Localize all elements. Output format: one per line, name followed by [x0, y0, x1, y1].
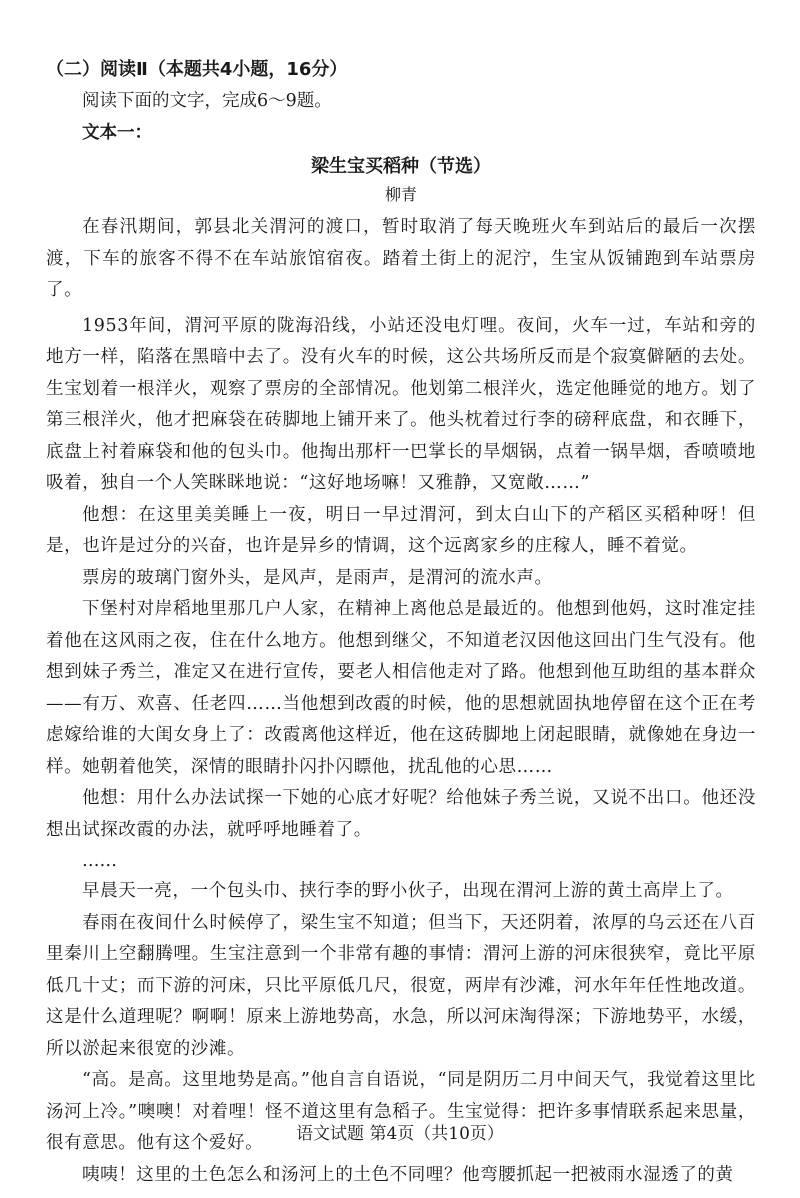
article-paragraph: 春雨在夜间什么时候停了，梁生宝不知道；但当下，天还阴着，浓厚的乌云还在八百里秦川上空翻腾哩。生宝注意到一个非常有趣的事情：渭河上游的河床很狭窄，竟比平原低几十丈；而下游的河床，只比平原低几尺，很宽，两岸有沙滩，河水年年任性地改道。这是什么道理呢？啊啊！原来上游地势高，水急，所以河床淘得深；下游地势平，水缓，所以淤起来很宽的沙滩。 — [46, 912, 756, 1059]
article-paragraph: 票房的玻璃门窗外头，是风声，是雨声，是渭河的流水声。 — [82, 567, 553, 588]
article-paragraph: 咦咦！这里的土色怎么和汤河上的土色不同哩？他弯腰抓起一把被雨水湿透了的黄 — [82, 1164, 734, 1185]
article-paragraph: 下堡村对岸稻地里那几户人家，在精神上离他总是最近的。他想到他妈，这时准定挂着他在这风雨之夜，住在什么地方。他想到继父，不知道老汉因他这回出门生气没有。他想到妹子秀兰，准定又在进行宣传，要老人相信他走对了路。他想到他互助组的基本群众——有万、欢喜、任老四……当他想到改霞的时候，他的思想就固执地停留在这个正在考虑嫁给谁的大闺女身上了：改霞离他这样近，他在这砖脚地上闭起眼睛，就像她在身边一样。她朝着他笑，深情的眼睛扑闪扑闪瞟他，扰乱他的心思…… — [46, 599, 756, 777]
text-one-label: 文本一： — [82, 123, 152, 143]
article-paragraph: 他想：用什么办法试探一下她的心底才好呢？给他妹子秀兰说，又说不出口。他还没想出试探改霞的办法，就呼呼地睡着了。 — [46, 788, 756, 840]
article-paragraph: 1953年间，渭河平原的陇海沿线，小站还没电灯哩。夜间，火车一过，车站和旁的地方一样，陷落在黑暗中去了。没有火车的时候，这公共场所反而是个寂寞僻陋的去处。生宝划着一根洋火，观察了票房的全部情况。他划第二根洋火，选定他睡觉的地方。划了第三根洋火，他才把麻袋在砖脚地上铺开来了。他头枕着过行李的磅秤底盘，和衣睡下，底盘上衬着麻袋和他的包头巾。他掏出那杆一巴掌长的旱烟锅，点着一锅旱烟，香喷喷地吸着，独自一个人笑眯眯地说：“这好地场嘛！又雅静，又宽敞……” — [46, 315, 756, 493]
reading-instruction: 阅读下面的文字，完成6～9题。 — [82, 91, 332, 111]
omission-ellipsis: …… — [82, 851, 117, 871]
article-paragraph: 他想：在这里美美睡上一夜，明日一早过渭河，到太白山下的产稻区买稻种呀！但是，也许是过分的兴奋，也许是异乡的情调，这个远离家乡的庄稼人，睡不着觉。 — [46, 504, 756, 556]
page-footer: 语文试题 第4页（共10页） — [296, 1124, 504, 1144]
article-paragraph: “高。是高。这里地势是高。”他自言自语说，“同是阴历二月中间天气，我觉着这里比汤河上冷。”噢噢！对着哩！怪不道这里有急稻子。生宝觉得：把许多事情联系起来思量，很有意思。他有这个爱好。 — [46, 1070, 756, 1153]
article-paragraph: 早晨天一亮，一个包头巾、挟行李的野小伙子，出现在渭河上游的黄土高岸上了。 — [82, 881, 734, 901]
article-title: 梁生宝买稻种（节选） — [311, 156, 491, 177]
article-paragraph: 在春汛期间，郭县北关渭河的渡口，暂时取消了每天晚班火车到站后的最后一次摆渡，下车的旅客不得不在车站旅馆宿夜。踏着土街上的泥泞，生宝从饭铺跑到车站票房了。 — [46, 217, 756, 300]
section-heading: （二）阅读Ⅱ（本题共4小题，16分） — [46, 59, 348, 80]
article-author: 柳青 — [384, 185, 417, 204]
